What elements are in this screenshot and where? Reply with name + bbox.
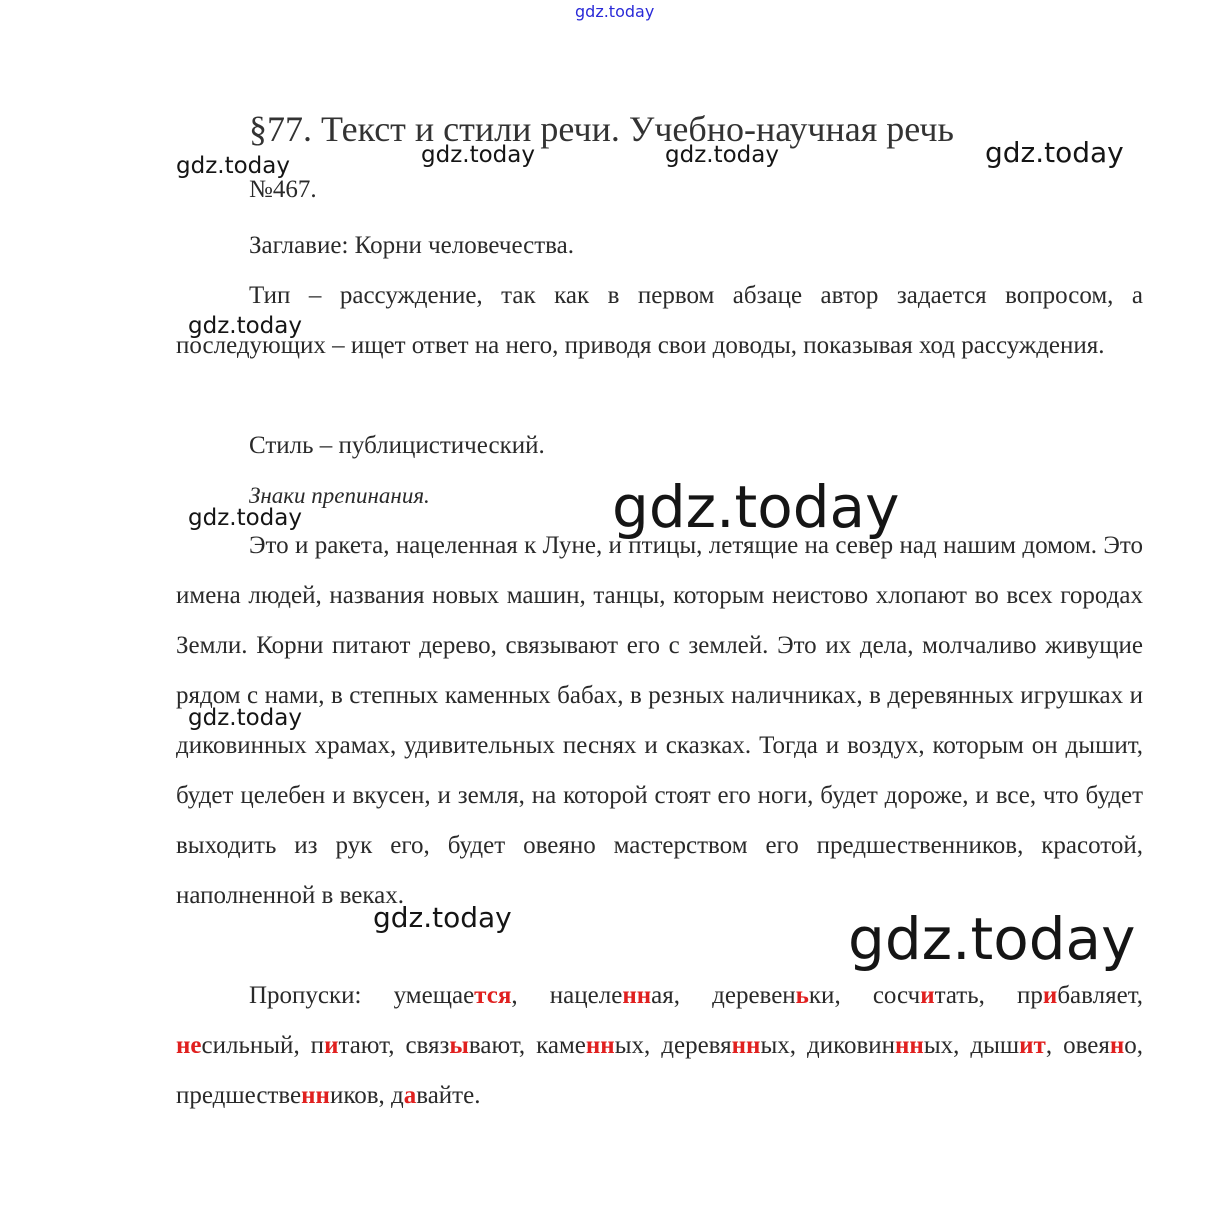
gap-word: сосчитать: [872, 982, 979, 1009]
gap-word: несильный: [176, 1032, 294, 1059]
watermark: gdz.today: [188, 313, 302, 339]
watermark: gdz.today: [188, 505, 302, 531]
gap-word: каменных: [536, 1032, 645, 1059]
watermark: gdz.today: [665, 142, 779, 168]
gap-word: давайте: [391, 1082, 475, 1109]
punctuation-heading: Знаки препинания.: [249, 483, 430, 508]
type-paragraph: Тип – рассуждение, так как в первом абзаце автор задается вопросом, а последующих – ищет ответ на него, приводя свои доводы, показывая ход рассуждения.: [176, 282, 1143, 359]
gap-word: нацеленная: [549, 982, 674, 1009]
watermark: gdz.today: [421, 142, 535, 168]
heading-paragraph: Заглавие: Корни человечества.: [249, 232, 574, 259]
missing-letters: н: [1109, 1032, 1125, 1059]
gap-word: деревянных: [661, 1032, 790, 1059]
gap-word: прибавляет: [1017, 982, 1137, 1009]
watermark: gdz.today: [176, 153, 290, 179]
exercise-number: №467.: [249, 176, 317, 203]
watermark: gdz.today: [373, 901, 512, 934]
missing-letters: тся: [474, 982, 512, 1009]
missing-letters: нн: [622, 982, 652, 1009]
gaps-paragraph: Пропуски: умещается, нацеленная, деревеньки, сосчитать, прибавляет, несильный, питают, связывают, каменных, деревянных, диковиннных, дышит, овеяно, предшественников, давайте.: [176, 982, 1143, 1109]
missing-letters: ы: [449, 1032, 469, 1059]
gap-word: предшественников: [176, 1082, 379, 1109]
gap-word: связывают: [405, 1032, 519, 1059]
gap-word: дышит: [970, 1032, 1046, 1059]
gap-word: диковиннных: [806, 1032, 954, 1059]
missing-letters: не: [176, 1032, 202, 1059]
missing-letters: нн: [585, 1032, 615, 1059]
missing-letters: ь: [795, 982, 809, 1009]
section-title: §77. Текст и стили речи. Учебно-научная речь: [249, 109, 954, 149]
watermark-large: gdz.today: [612, 473, 900, 541]
watermark-top: gdz.today: [575, 2, 655, 21]
missing-letters: и: [324, 1032, 339, 1059]
watermark: gdz.today: [188, 705, 302, 731]
missing-letters: нн: [301, 1082, 330, 1109]
style-paragraph: Стиль – публицистический.: [249, 432, 545, 459]
watermark: gdz.today: [985, 136, 1124, 169]
missing-letters: а: [403, 1082, 417, 1109]
gap-word: питают: [310, 1032, 389, 1059]
missing-letters: и: [920, 982, 935, 1009]
missing-letters: ит: [1019, 1032, 1046, 1059]
watermark-large: gdz.today: [848, 905, 1136, 973]
gap-word: овеяно: [1063, 1032, 1137, 1059]
gap-word: умещается: [393, 982, 512, 1009]
missing-letters: и: [1042, 982, 1058, 1009]
gap-word: деревеньки: [712, 982, 835, 1009]
missing-letters: нн: [731, 1032, 761, 1059]
missing-letters: нн: [895, 1032, 924, 1059]
main-text-paragraph: Это и ракета, нацеленная к Луне, и птицы, летящие на север над нашим домом. Это имена людей, названия новых машин, танцы, которым неистово хлопают во всех городах Земли. Корни питают дерево, связывают его с землей. Это их дела, молчаливо живущие рядом с нами, в степных каменных бабах, в резных наличниках, в деревянных игрушках и диковинных храмах, удивительных песнях и сказках. Тогда и воздух, которым он дышит, будет целебен и вкусен, и земля, на которой стоят его ноги, будет дороже, и все, что будет выходить из рук его, будет овеяно мастерством его предшественников, красотой, наполненной в веках.: [176, 532, 1143, 909]
gaps-label: Пропуски:: [249, 982, 394, 1009]
